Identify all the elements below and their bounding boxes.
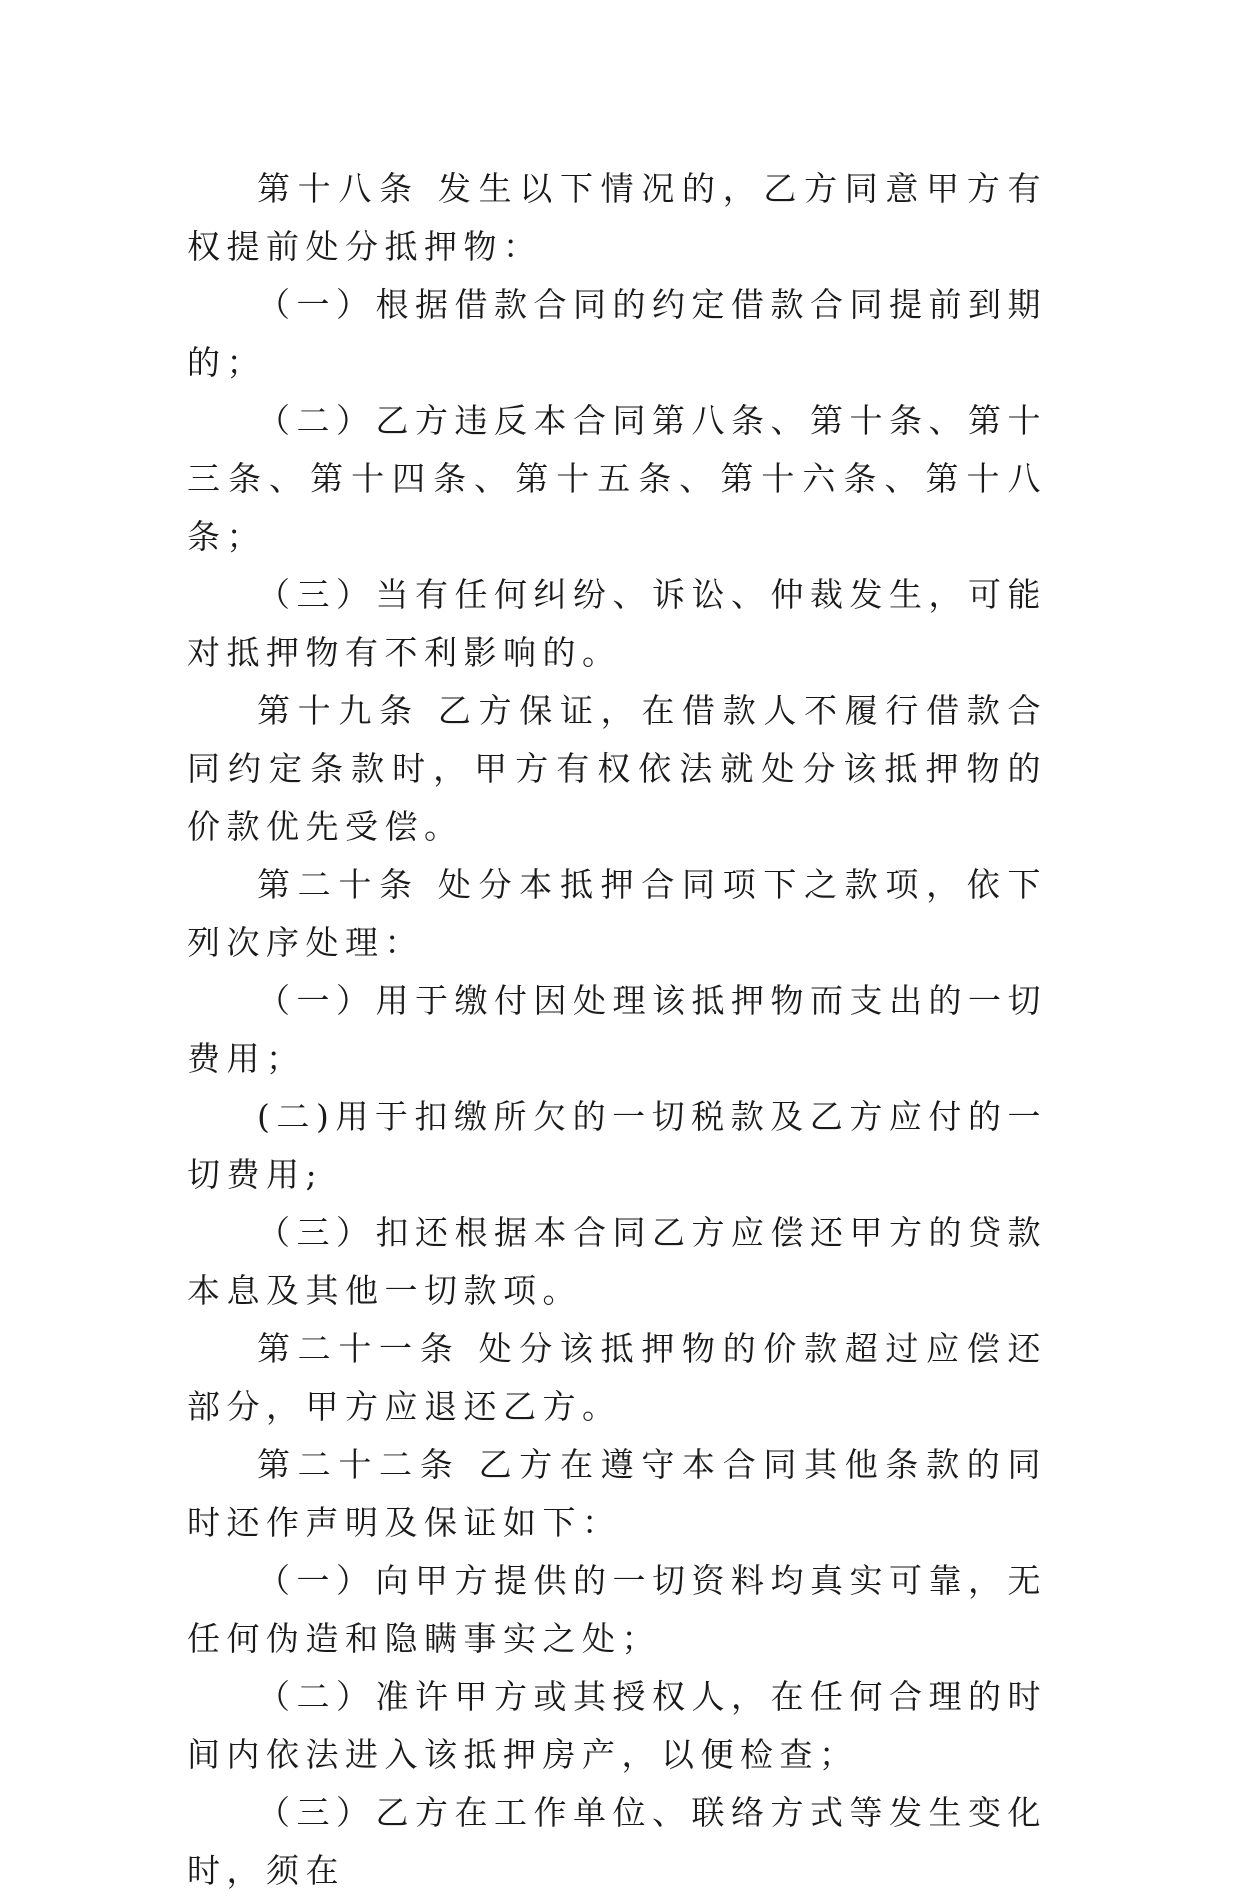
article-18-item-3: （三）当有任何纠纷、诉讼、仲裁发生，可能对抵押物有不利影响的。 — [187, 575, 1047, 672]
article-19-paragraph: 第十九条 乙方保证，在借款人不履行借款合同约定条款时，甲方有权依法就处分该抵押物的价款优先受偿。 — [187, 691, 1047, 846]
document-page — [187, 160, 1047, 1900]
article-20-item-1: （一）用于缴付因处理该抵押物而支出的一切费用； — [187, 981, 1047, 1078]
article-22-paragraph: 第二十二条 乙方在遵守本合同其他条款的同时还作声明及保证如下： — [187, 1445, 1047, 1542]
article-20-item-3: （三）扣还根据本合同乙方应偿还甲方的贷款本息及其他一切款项。 — [187, 1213, 1047, 1310]
article-22-item-2: （二）准许甲方或其授权人，在任何合理的时间内依法进入该抵押房产，以便检查； — [187, 1677, 1047, 1774]
article-18-item-1: （一）根据借款合同的约定借款合同提前到期的； — [187, 285, 1047, 382]
article-20-item-2: (二)用于扣缴所欠的一切税款及乙方应付的一切费用; — [187, 1097, 1047, 1194]
article-20-paragraph: 第二十条 处分本抵押合同项下之款项，依下列次序处理： — [187, 865, 1047, 962]
article-21-paragraph: 第二十一条 处分该抵押物的价款超过应偿还部分，甲方应退还乙方。 — [187, 1329, 1047, 1426]
article-22-item-1: （一）向甲方提供的一切资料均真实可靠，无任何伪造和隐瞒事实之处； — [187, 1561, 1047, 1658]
article-18-paragraph: 第十八条 发生以下情况的，乙方同意甲方有权提前处分抵押物： — [187, 169, 1047, 266]
article-22-item-3: （三）乙方在工作单位、联络方式等发生变化时，须在 — [187, 1793, 1047, 1890]
article-18-item-2: （二）乙方违反本合同第八条、第十条、第十三条、第十四条、第十五条、第十六条、第十八条； — [187, 401, 1047, 556]
